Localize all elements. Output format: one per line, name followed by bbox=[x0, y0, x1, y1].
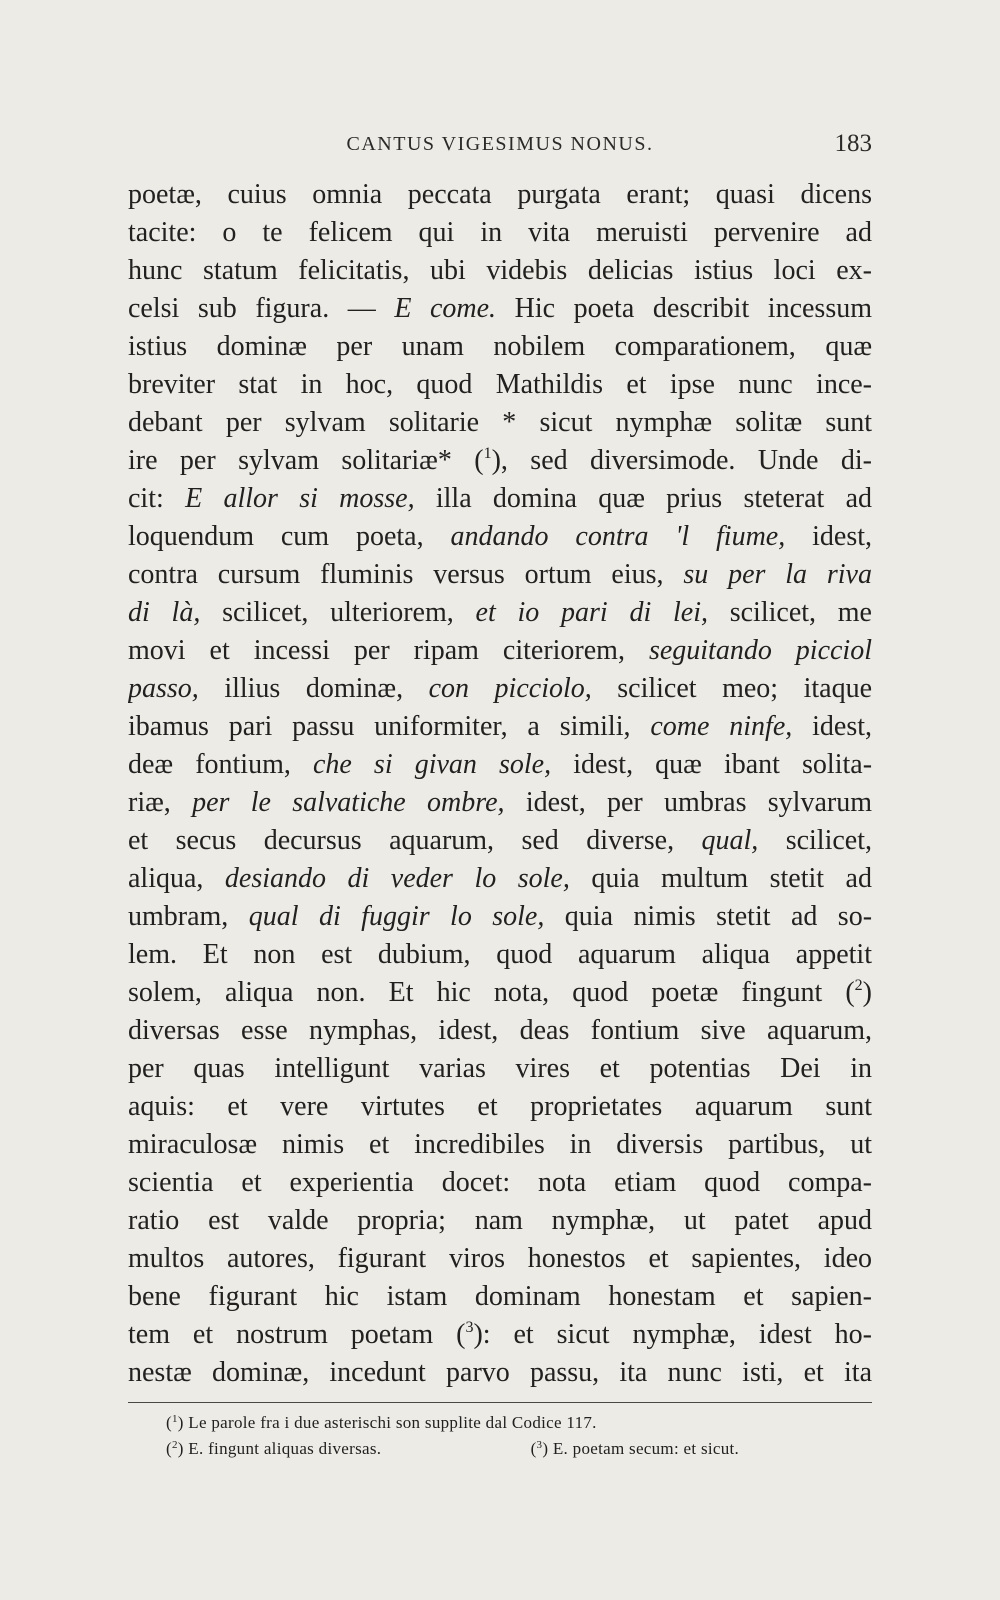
text-segment: bene figurant hic istam dominam honestam et sapien- bbox=[128, 1281, 872, 1312]
footnote-2: ($^2$) E. fingunt aliquas diversas. bbox=[166, 1439, 382, 1458]
text-segment: ) bbox=[862, 977, 872, 1008]
footnote-text: E. poetam secum: et sicut. bbox=[552, 1439, 740, 1458]
text-line bbox=[128, 936, 872, 974]
footnote-text: Le parole fra i due asterischi son supplite dal Codice 117. bbox=[188, 1413, 597, 1432]
text-line bbox=[128, 328, 872, 366]
footnote-line-2 bbox=[166, 1436, 872, 1462]
italic-quote: come ninfe, bbox=[650, 711, 793, 742]
body-text bbox=[128, 176, 872, 1392]
text-line bbox=[128, 1202, 872, 1240]
footnote-line-1: ($^1$) Le parole fra i due asterischi son supplite dal Codice 117. bbox=[166, 1413, 597, 1432]
text-segment: hunc statum felicitatis, ubi videbis delicias istius loci ex- bbox=[128, 255, 872, 286]
italic-quote: E come. bbox=[394, 293, 497, 324]
text-line bbox=[128, 518, 872, 556]
italic-quote: qual, bbox=[701, 825, 759, 856]
text-segment: idest, bbox=[785, 521, 872, 552]
text-segment: celsi sub figura. — bbox=[128, 293, 395, 324]
text-line bbox=[128, 480, 872, 518]
text-line bbox=[128, 594, 872, 632]
text-segment: illius dominæ, bbox=[198, 673, 429, 704]
text-segment: ire per sylvam solitariæ* ( bbox=[128, 445, 484, 476]
footnote-ref: 2 bbox=[854, 977, 863, 994]
italic-quote: di là, bbox=[128, 597, 201, 628]
text-line bbox=[128, 784, 872, 822]
text-segment: scilicet meo; itaque bbox=[591, 673, 872, 704]
text-line bbox=[128, 1012, 872, 1050]
footnote-marker: 1 bbox=[171, 1413, 178, 1425]
text-segment: et secus decursus aquarum, sed diverse, bbox=[128, 825, 702, 856]
page-number: 183 bbox=[834, 130, 872, 157]
text-line bbox=[128, 404, 872, 442]
text-line bbox=[128, 670, 872, 708]
text-segment: idest, quæ ibant solita- bbox=[551, 749, 872, 780]
text-line bbox=[128, 860, 872, 898]
running-title: CANTUS VIGESIMUS NONUS. bbox=[346, 133, 654, 155]
text-segment: quia multum stetit ad bbox=[569, 863, 872, 894]
italic-quote: qual di fuggir lo sole, bbox=[248, 901, 545, 932]
italic-quote: andando contra 'l fiume, bbox=[450, 521, 786, 552]
footnote-marker: 3 bbox=[536, 1439, 543, 1451]
text-segment: idest, per umbras sylvarum bbox=[504, 787, 872, 818]
footnote-rule bbox=[128, 1402, 872, 1403]
text-line bbox=[128, 974, 872, 1012]
text-segment: ratio est valde propria; nam nymphæ, ut patet apud bbox=[128, 1205, 872, 1236]
text-segment: ): et sicut nymphæ, idest ho- bbox=[473, 1319, 872, 1350]
italic-quote: per le salvatiche ombre, bbox=[192, 787, 505, 818]
text-segment: tem et nostrum poetam ( bbox=[128, 1319, 466, 1350]
text-segment: illa domina quæ prius steterat ad bbox=[414, 483, 872, 514]
text-line bbox=[128, 442, 872, 480]
text-segment: tacite: o te felicem qui in vita meruisti pervenire ad bbox=[128, 217, 872, 248]
text-segment: quia nimis stetit ad so- bbox=[544, 901, 872, 932]
italic-quote: E allor si mosse, bbox=[185, 483, 415, 514]
text-segment: cit: bbox=[128, 483, 186, 514]
text-segment: ), sed diversimode. Unde di- bbox=[491, 445, 872, 476]
italic-quote: che si givan sole, bbox=[312, 749, 552, 780]
italic-quote: con picciolo, bbox=[428, 673, 592, 704]
text-segment: contra cursum fluminis versus ortum eius, bbox=[128, 559, 684, 590]
text-segment: ibamus pari passu uniformiter, a simili, bbox=[128, 711, 651, 742]
text-segment: lem. Et non est dubium, quod aquarum aliqua appetit bbox=[128, 939, 872, 970]
text-segment: diversas esse nymphas, idest, deas fontium sive aquarum, bbox=[128, 1015, 872, 1046]
text-line bbox=[128, 1354, 872, 1392]
text-line bbox=[128, 1240, 872, 1278]
text-segment: umbram, bbox=[128, 901, 249, 932]
text-line bbox=[128, 1088, 872, 1126]
text-segment: miraculosæ nimis et incredibiles in diversis partibus, ut bbox=[128, 1129, 872, 1160]
text-segment: breviter stat in hoc, quod Mathildis et ipse nunc ince- bbox=[128, 369, 872, 400]
text-segment: scilicet, me bbox=[707, 597, 872, 628]
text-line bbox=[128, 556, 872, 594]
text-segment: deæ fontium, bbox=[128, 749, 313, 780]
text-segment: idest, bbox=[792, 711, 872, 742]
text-segment: aliqua, bbox=[128, 863, 225, 894]
text-segment: poetæ, cuius omnia peccata purgata erant; quasi dicens bbox=[128, 179, 872, 210]
footnotes bbox=[166, 1410, 872, 1462]
text-line bbox=[128, 1164, 872, 1202]
text-segment: scilicet, ulteriorem, bbox=[200, 597, 476, 628]
text-segment: riæ, bbox=[128, 787, 193, 818]
text-line bbox=[128, 1278, 872, 1316]
text-line bbox=[128, 822, 872, 860]
text-segment: debant per sylvam solitarie * sicut nymphæ solitæ sunt bbox=[128, 407, 872, 438]
text-segment: loquendum cum poeta, bbox=[128, 521, 451, 552]
footnote-ref: 1 bbox=[483, 445, 492, 462]
text-line bbox=[128, 1316, 872, 1354]
text-segment: nestæ dominæ, incedunt parvo passu, ita nunc isti, et ita bbox=[128, 1357, 872, 1388]
italic-quote: seguitando picciol bbox=[648, 635, 872, 666]
footnote-text: E. fingunt aliquas diversas. bbox=[188, 1439, 382, 1458]
footnote-ref: 3 bbox=[465, 1319, 474, 1336]
text-segment: multos autores, figurant viros honestos et sapientes, ideo bbox=[128, 1243, 872, 1274]
text-segment: movi et incessi per ripam citeriorem, bbox=[128, 635, 649, 666]
text-segment: scientia et experientia docet: nota etiam quod compa- bbox=[128, 1167, 872, 1198]
text-line bbox=[128, 366, 872, 404]
text-segment: aquis: et vere virtutes et proprietates aquarum sunt bbox=[128, 1091, 872, 1122]
text-line bbox=[128, 632, 872, 670]
text-segment: istius dominæ per unam nobilem comparationem, quæ bbox=[128, 331, 872, 362]
italic-quote: et io pari di lei, bbox=[475, 597, 708, 628]
text-line bbox=[128, 708, 872, 746]
text-segment: Hic poeta describit incessum bbox=[496, 293, 872, 324]
text-line bbox=[128, 252, 872, 290]
footnote-marker: 2 bbox=[171, 1439, 178, 1451]
text-line bbox=[128, 746, 872, 784]
text-line bbox=[128, 898, 872, 936]
text-segment: scilicet, bbox=[758, 825, 872, 856]
italic-quote: desiando di veder lo sole, bbox=[224, 863, 570, 894]
footnote-3: ($^3$) E. poetam secum: et sicut. bbox=[530, 1439, 740, 1458]
text-line bbox=[128, 214, 872, 252]
text-line bbox=[128, 176, 872, 214]
italic-quote: passo, bbox=[128, 673, 199, 704]
running-head bbox=[128, 130, 872, 167]
text-line bbox=[128, 1050, 872, 1088]
text-segment: solem, aliqua non. Et hic nota, quod poetæ fingunt ( bbox=[128, 977, 855, 1008]
text-segment: per quas intelligunt varias vires et potentias Dei in bbox=[128, 1053, 872, 1084]
text-line bbox=[128, 290, 872, 328]
italic-quote: su per la riva bbox=[683, 559, 872, 590]
text-line bbox=[128, 1126, 872, 1164]
